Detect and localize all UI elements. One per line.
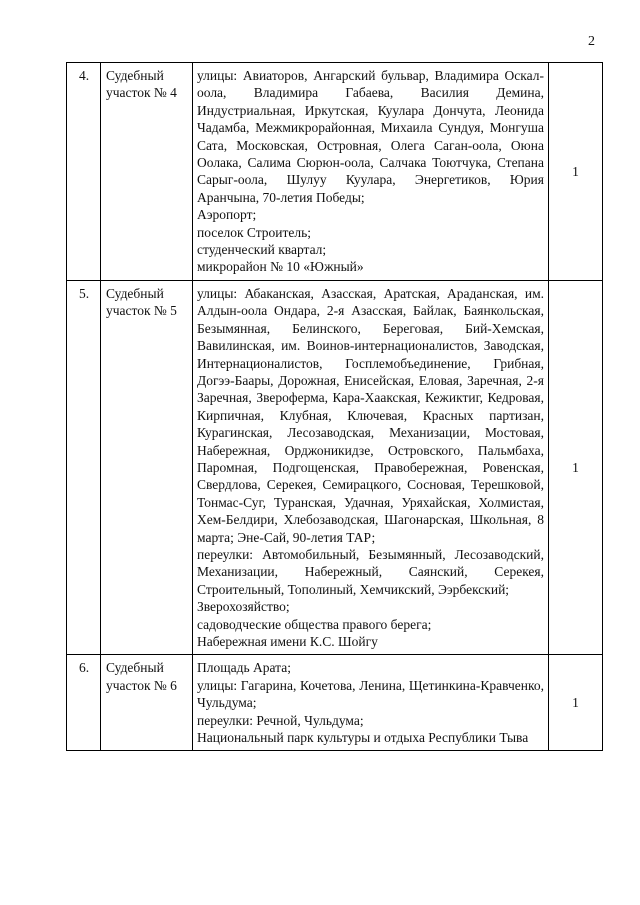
table-row xyxy=(67,280,603,655)
description-line: студенческий квартал; xyxy=(197,242,327,258)
description-line: поселок Строитель; xyxy=(197,224,312,240)
description-line: Набережная имени К.С. Шойгу xyxy=(197,634,378,649)
description-line: переулки: Речной, Чульдума; xyxy=(197,712,364,728)
court-count: 1 xyxy=(549,63,603,281)
description-line: Площадь Арата; xyxy=(197,660,291,676)
page-number: 2 xyxy=(588,34,595,49)
court-district-name: Судебный участок № 6 xyxy=(101,655,193,751)
description-line: Национальный парк культуры и отдыха Республики Тыва xyxy=(197,730,529,746)
description-line: Зверохозяйство; xyxy=(197,599,290,615)
court-district-name: Судебный участок № 4 xyxy=(101,63,193,281)
district-description xyxy=(193,280,549,655)
district-description xyxy=(193,63,549,281)
table-row xyxy=(67,655,603,751)
description-line: садоводческие общества правого берега; xyxy=(197,616,432,632)
row-number: 4. xyxy=(67,63,101,281)
description-line: Аэропорт; xyxy=(197,207,257,223)
court-district-name: Судебный участок № 5 xyxy=(101,280,193,655)
court-count: 1 xyxy=(549,655,603,751)
row-number: 6. xyxy=(67,655,101,751)
district-description xyxy=(193,655,549,751)
description-line: улицы: Абаканская, Азасская, Аратская, Араданская, им. Алдын-оола Ондара, 2-я Азасская, Байлак, Баянкольская, Безымянная, Белинского, Береговая, Бий-Хемская, Вавилинская, им. Воинов-интернационалистов, Заводская, Интернационалистов, Госплемобъединение, Грибная, Догээ-Баары, Дорожная, Енисейская, Еловая, Заречная, 2-я Заречная, Звероферма, Кара-Хаакская, Кежиктиг, Кедровая, Кирпичная, Клубная, Ключевая, Красных партизан, Курагинская, Лесозаводская, Механизации, Мостовая, Набережная, Орджоникидзе, Островского, Пальмбаха, Паромная, Подгощенская, Правобережная, Ровенская, Свердлова, Серекея, Семирацкого, Сосновая, Терешковой, Тонмас-Суг, Туранская, Удачная, Уряхайская, Холмистая, Хем-Белдири, Хлебозаводская, Шагонарская, Школьная, 8 марта; Эне-Сай, 90-летия ТАР; xyxy=(197,285,544,545)
court-count: 1 xyxy=(549,280,603,655)
court-districts-table xyxy=(66,62,603,751)
description-line: микрорайон № 10 «Южный» xyxy=(197,259,364,275)
description-line: улицы: Гагарина, Кочетова, Ленина, Щетинкина-Кравченко, Чульдума; xyxy=(197,677,544,711)
description-line: улицы: Авиаторов, Ангарский бульвар, Владимира Оскал-оола, Владимира Габаева, Василия Демина, Индустриальная, Иркутская, Куулара Дончута, Леонида Чадамба, Межмикрорайонная, Михаила Сундуя, Монгуша Сата, Московская, Островная, Олега Саган-оола, Оюна Оолака, Салима Сюрюн-оола, Салчака Тоютчука, Степана Сарыг-оола, Шулуу Куулара, Энергетиков, Юрия Аранчына, 70-летия Победы; xyxy=(197,68,544,205)
row-number: 5. xyxy=(67,280,101,655)
table-row xyxy=(67,63,603,281)
description-line: переулки: Автомобильный, Безымянный, Лесозаводский, Механизации, Набережный, Саянский, Серекея, Строительный, Тополиный, Хемчикский, Ээрбекский; xyxy=(197,546,544,597)
